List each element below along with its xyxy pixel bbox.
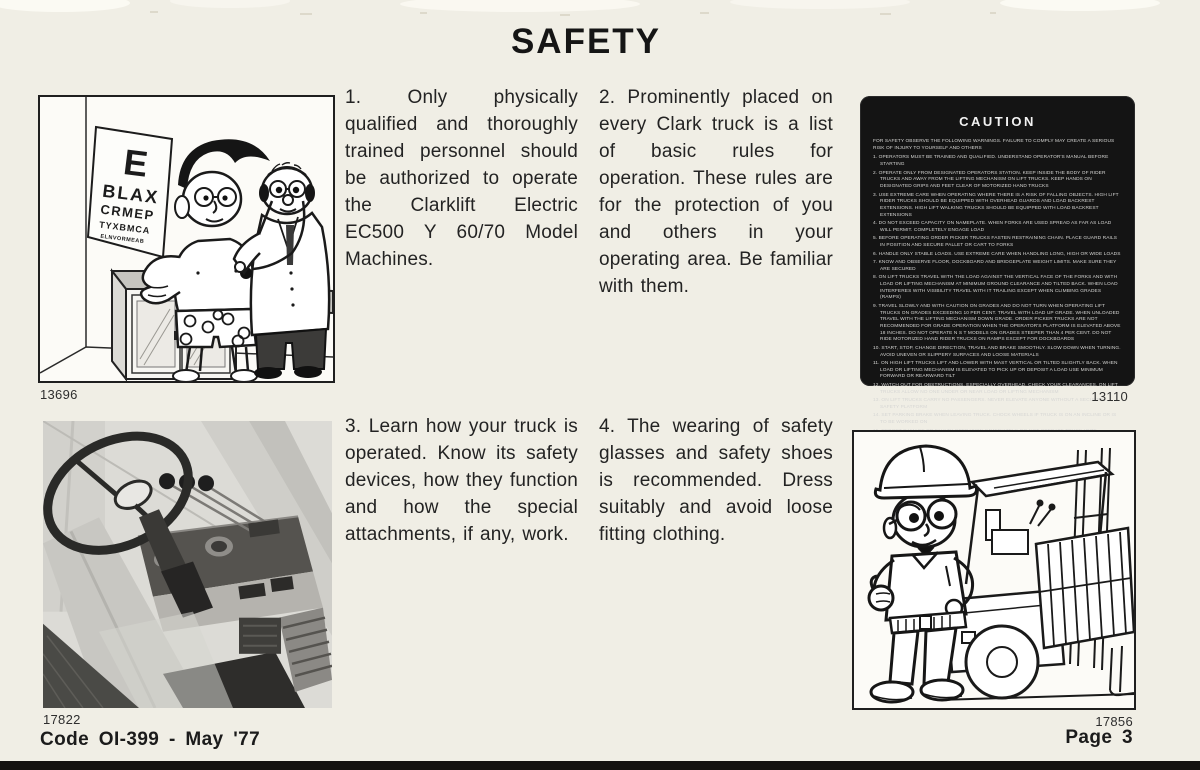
caution-item: 4. DO NOT EXCEED CAPACITY ON NAMEPLATE. WHEN FORKS ARE USED SPREAD AS FAR AS LOAD WILL PERMIT. COMPLETELY ENGAGE LOAD [873, 221, 1112, 233]
footer-page-number: Page 3 [1065, 727, 1133, 748]
caution-item: 2. OPERATE ONLY FROM DESIGNATED OPERATORS STATION. KEEP INSIDE THE BODY OF RIDER TRUCKS AND AWAY FROM THE LIFTING MECHANISM ON LIFT TRUCKS. KEEP HANDS ON DESIGNATED GRIPS AND FEET CLEAR OF MOTORIZED HAND TRUCKS [873, 170, 1106, 190]
caution-item: 12. WATCH OUT FOR OBSTRUCTIONS, ESPECIALLY OVERHEAD. CHECK YOUR CLEARANCES. ON LIFT TRUCKS ALLOW NO ONE UNDER OR NEAR LOAD OR LIFTING MECHANISM [873, 382, 1118, 395]
worker-forklift-cartoon [854, 432, 1134, 708]
paragraph-4: 4. The wearing of safety glasses and safety shoes is recommended. Dress suitably and avoid loose fitting clothing. [599, 416, 833, 545]
caution-item: 8. ON LIFT TRUCKS TRAVEL WITH THE LOAD AGAINST THE VERTICAL FACE OF THE FORKS AND WITH LOAD OR LIFTING MECHANISM AT MINIMUM GROUND CLEARANCE AND TILTED BACK. WHEN LOAD INTERFERES WITH VISIBILITY TRAVEL WITH IT TRAILING EXCEPT WHEN CLIMBING GRADES (RAMPS) [873, 275, 1118, 301]
caution-item: 9. TRAVEL SLOWLY AND WITH CAUTION ON GRADES AND DO NOT TURN WHEN OPERATING LIFT TRUCKS ON GRADES EXCEEDING 10 PER CENT. TRAVEL WITH LOAD UP GRADE. WHEN UNLOADED TRAVEL WITH THE LIFTING MECHANISM DOWN GRADE. ORDER PICKER TRUCKS ARE NOT RECOMMENDED FOR GRADE OPERATION WHEN THE OPERATOR'S PLATFORM IS ELEVATED ABOVE 18 INCHES. DO NOT OPERATE N S T MODELS ON GRADES STEEPER THAN 4 PER CENT. DO NOT RIDE MOTORIZED HAND RIDER TRUCKS ON RAMPS EXCEPT FOR DOCKBOARDS [873, 303, 1121, 343]
scan-edge-bar [0, 761, 1200, 770]
caution-item: 5. BEFORE OPERATING ORDER PICKER TRUCKS FASTEN RESTRAINING CHAIN. PLACE GUARD RAILS IN POSITION AND SECURE PALLET OR CART TO FORKS [873, 236, 1118, 249]
eye-chart-line: ELNVORMEAB [100, 233, 145, 246]
worker-figure [852, 430, 1136, 710]
caution-title: CAUTION [959, 114, 1036, 129]
paragraph-3: 3. Learn how your truck is operated. Know its safety devices, how they function and how the special attachments, if any, work. [345, 416, 578, 545]
controls-photo-figure [43, 421, 332, 708]
caution-item: 13. ON LIFT TRUCKS CARRY NO PASSENGERS. NEVER ELEVATE ANYONE WITHOUT A SECURED SAFETY PLATFORM [873, 398, 1104, 410]
caution-item: 11. ON HIGH LIFT TRUCKS LIFT AND LOWER WITH MAST VERTICAL OR TILTED SLIGHTLY BACK. WHEN LOAD OR LIFTING MECHANISM IS ELEVATED TO PICK UP OR DEPOSIT A LOAD USE MINIMUM FORWARD OR REARWARD TILT [873, 361, 1118, 380]
caution-item: 14. SET PARKING BRAKE WHEN LEAVING TRUCK. CHOCK WHEELS IF TRUCK IS ON AN INCLINE OR IS TO BE WORKED ON [873, 413, 1117, 426]
paragraph-1: 1. Only physically qualified and thoroughly trained personnel should be authorized to operate the Clarklift Electric EC500 Y 60/70 Model Machines. [345, 87, 578, 270]
caution-intro: FOR SAFETY OBSERVE THE FOLLOWING WARNINGS. FAILURE TO COMPLY MAY CREATE A SERIOUS RISK OF INJURY TO YOURSELF AND OTHERS [873, 139, 1115, 151]
caution-item: 1. OPERATORS MUST BE TRAINED AND QUALIFIED. UNDERSTAND OPERATOR'S MANUAL BEFORE STARTING [873, 155, 1109, 168]
scan-edge-texture [0, 0, 1200, 18]
page-title: SAFETY [510, 22, 662, 61]
caution-item: 7. KNOW AND OBSERVE FLOOR, DOCKBOARD AND BRIDGEPLATE WEIGHT LIMITS. MAKE SURE THEY ARE SECURED [873, 260, 1117, 272]
paragraph-2: 2. Prominently placed on every Clark truck is a list of basic rules for operation. These rules are for the protection of you and others in your operating area. Be familiar with them. [599, 87, 833, 297]
eye-exam-figure [38, 95, 335, 383]
caution-item: 10. START, STOP, CHANGE DIRECTION, TRAVEL AND BRAKE SMOOTHLY. SLOW DOWN WHEN TURNING. AVOID UNEVEN OR SLIPPERY SURFACES AND LOOSE MATERIALS [873, 345, 1121, 358]
eye-chart-line: TYXBMCA [98, 219, 151, 236]
figure-caption: 13110 [1091, 389, 1128, 404]
footer-code: Code OI-399 - May '77 [40, 729, 261, 750]
figure-caption: 17856 [1095, 714, 1133, 729]
figure-caption: 17822 [43, 712, 81, 727]
eye-chart-line: E [121, 141, 151, 185]
eye-chart-line: BLAX [101, 180, 161, 208]
eye-exam-cartoon [40, 97, 333, 381]
figure-caption: 13696 [40, 387, 78, 402]
eye-chart [88, 127, 172, 257]
operator-controls-photo [43, 421, 332, 708]
caution-item: 3. USE EXTREME CARE WHEN OPERATING WHERE THERE IS A RISK OF FALLING OBJECTS. HIGH LIFT RIDER TRUCKS SHOULD BE EQUIPPED WITH OVERHEAD GUARDS AND LOAD BACKREST EXTENSIONS. HIGH LIFT WALKING TRUCKS SHOULD BE EQUIPPED WITH LOAD BACKREST EXTENSIONS [873, 192, 1119, 218]
caution-item: 6. HANDLE ONLY STABLE LOADS. USE EXTREME CARE WHEN HANDLING LONG, HIGH OR WIDE LOADS [873, 251, 1121, 257]
eye-chart-line: CRMEP [99, 201, 156, 224]
